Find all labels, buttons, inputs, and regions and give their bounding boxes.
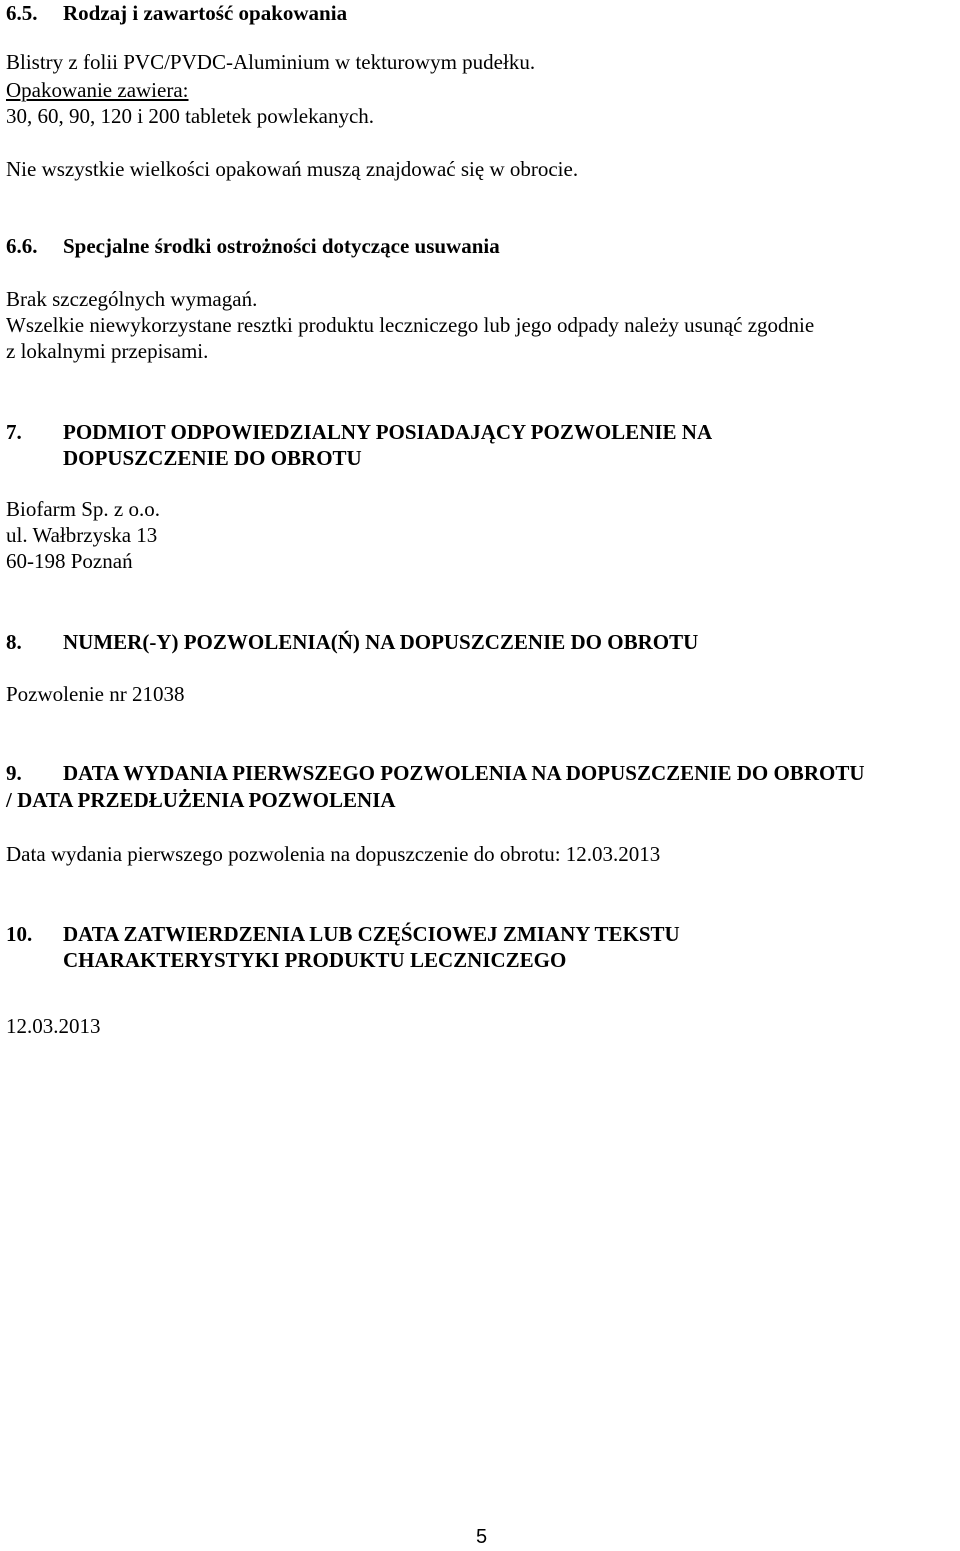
section-7-number: 7. <box>6 420 22 444</box>
packaging-description: Blistry z folii PVC/PVDC-Aluminium w tekturowym pudełku. <box>6 50 536 74</box>
section-9-title-line-1: DATA WYDANIA PIERWSZEGO POZWOLENIA NA DOPUSZCZENIE DO OBROTU <box>63 761 865 785</box>
section-8-number: 8. <box>6 630 22 654</box>
package-availability-note: Nie wszystkie wielkości opakowań muszą znajdować się w obrocie. <box>6 157 579 181</box>
disposal-text-line-3: z lokalnymi przepisami. <box>6 339 209 363</box>
section-10-title-line-1: DATA ZATWIERDZENIA LUB CZĘŚCIOWEJ ZMIANY TEKSTU <box>63 922 680 946</box>
disposal-text-line-1: Brak szczególnych wymagań. <box>6 287 258 311</box>
package-contents-label: Opakowanie zawiera: <box>6 78 189 102</box>
section-7-title-line-2: DOPUSZCZENIE DO OBROTU <box>63 446 362 470</box>
section-7-title-line-1: PODMIOT ODPOWIEDZIALNY POSIADAJĄCY POZWOLENIE NA <box>63 420 713 444</box>
text-revision-date: 12.03.2013 <box>6 1014 101 1038</box>
authorization-number: Pozwolenie nr 21038 <box>6 682 185 706</box>
first-authorization-date: Data wydania pierwszego pozwolenia na dopuszczenie do obrotu: 12.03.2013 <box>6 842 661 866</box>
section-6-5-number: 6.5. <box>6 1 38 25</box>
company-street: ul. Wałbrzyska 13 <box>6 523 158 547</box>
page-number: 5 <box>476 1526 488 1548</box>
section-10-title-line-2: CHARAKTERYSTYKI PRODUKTU LECZNICZEGO <box>63 948 567 972</box>
disposal-text-line-2: Wszelkie niewykorzystane resztki produktu leczniczego lub jego odpady należy usunąć zgodnie <box>6 313 815 337</box>
section-9-number: 9. <box>6 761 22 785</box>
company-name: Biofarm Sp. z o.o. <box>6 497 160 521</box>
section-6-5-title: Rodzaj i zawartość opakowania <box>63 1 348 25</box>
section-6-6-title: Specjalne środki ostrożności dotyczące usuwania <box>63 234 500 258</box>
section-6-6-number: 6.6. <box>6 234 38 258</box>
section-10-number: 10. <box>6 922 33 946</box>
package-sizes: 30, 60, 90, 120 i 200 tabletek powlekanych. <box>6 104 375 128</box>
company-city: 60-198 Poznań <box>6 549 133 573</box>
section-9-title-line-2: / DATA PRZEDŁUŻENIA POZWOLENIA <box>6 788 396 812</box>
section-8-title: NUMER(-Y) POZWOLENIA(Ń) NA DOPUSZCZENIE DO OBROTU <box>63 630 699 654</box>
